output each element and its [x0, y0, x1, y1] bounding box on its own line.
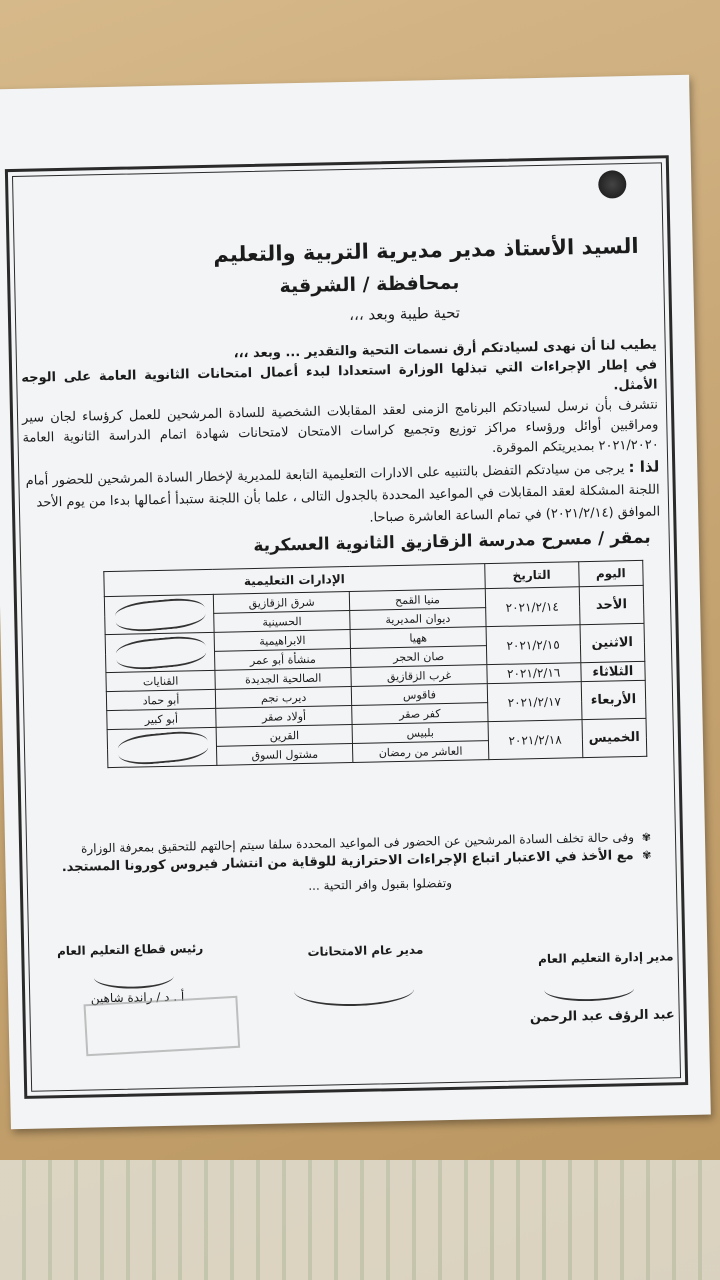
intro-paragraph: [21, 336, 659, 469]
header-day: اليوم: [578, 560, 643, 586]
header-depts: الإدارات التعليمية: [104, 564, 485, 597]
note-1-text: وفى حالة تخلف السادة المرشحين عن الحضور فى المواعيد المحددة سلفا سيتم إحالتهم للتحقيق بمعرفة الوزارة: [80, 830, 635, 856]
dept-cell: ديوان المديرية: [350, 608, 486, 630]
day-cell: الخميس: [582, 718, 647, 757]
official-stamp: [84, 996, 241, 1057]
dept-cell: فاقوس: [352, 684, 488, 706]
dept-cell: بلبيس: [352, 722, 488, 744]
day-cell: الاثنين: [580, 623, 645, 662]
dept-cell: أولاد صقر: [216, 705, 353, 727]
dept-cell: القنايات: [106, 670, 215, 691]
dept-cell: الحسينية: [214, 611, 351, 633]
intro-line2: في إطار الإجراءات التي تبذلها الوزارة استعدادا لبدء أعمال امتحانات الثانوية العامة على الوجه الأمثل.: [21, 357, 658, 394]
request-text: يرجى من سيادتكم التفضل بالتنبيه على الادارات التعليمية التابعة للمديرية لإخطار السادة المرشحين للحضور أمام اللجنة المشكلة لعقد المقابلات في المواعيد المحددة بالجدول التالى ، علما بأن اللجنة ستبدأ أعمالها بدءا من يوم الأحد الموافق (٢٠٢١/٢/١٤) في تمام الساعة العاشرة صباحا.: [25, 461, 661, 526]
scribble-mark: [115, 634, 207, 672]
crossed-out-cell: [107, 727, 217, 767]
closing-line: وتفضلوا بقبول وافر التحية ...: [308, 875, 453, 893]
document-page: [0, 75, 711, 1129]
date-cell: ٢٠٢١/٢/١٦: [486, 663, 580, 684]
dept-cell: الصالحية الجديدة: [215, 667, 352, 689]
dept-cell: غرب الزقازيق: [351, 665, 487, 687]
dept-cell: مشتول السوق: [216, 743, 353, 765]
signature-name-1: عبد الرؤف عبد الرحمن: [529, 1007, 675, 1026]
date-cell: ٢٠٢١/٢/١٤: [485, 587, 580, 627]
date-cell: ٢٠٢١/٢/١٨: [488, 720, 583, 760]
note-2-text: مع الأخذ في الاعتبار اتباع الإجراءات الاحترازية للوقاية من انتشار فيروس كورونا المستجد.: [61, 848, 634, 876]
dept-cell: العاشر من رمضان: [353, 741, 489, 763]
signature-title-3: رئيس قطاع التعليم العام: [56, 941, 204, 959]
dept-cell: ديرب نجم: [215, 686, 352, 708]
handwritten-signature-2: [294, 973, 415, 1008]
handwritten-signature-3: [94, 964, 174, 990]
greeting: تحية طيبة وبعد ،،،: [348, 303, 461, 324]
dept-cell: أبو كبير: [107, 708, 216, 729]
dept-cell: منيا القمح: [350, 589, 486, 611]
header-date: التاريخ: [484, 562, 579, 589]
day-cell: الأحد: [579, 585, 644, 624]
addressee-line2: بمحافظة / الشرقية: [279, 271, 460, 298]
dept-cell: كفر صقر: [352, 703, 488, 725]
dept-cell: القرين: [216, 724, 353, 746]
intro-line1: يطيب لنا أن نهدى لسيادتكم أرق نسمات التحية والتقدير ... وبعد ،،،: [233, 337, 657, 362]
intro-line3: نتشرف بأن نرسل لسيادتكم البرنامج الزمنى لعقد المقابلات الشخصية للسادة المرشحين للعمل كرؤساء لجان سير ومراقبين أوائل ورؤساء مراكز توزيع وتجميع كراسات الامتحان لامتحانات شهادة اتمام الدراسة الثانوية العامة ٢٠٢١/٢٠٢٠ بمديريتكم الموقرة.: [21, 397, 659, 456]
dept-cell: الابراهيمية: [214, 629, 351, 651]
handwritten-signature-1: [544, 976, 634, 1002]
day-cell: الأربعاء: [581, 680, 646, 719]
request-paragraph: [23, 455, 660, 536]
eagle-emblem-icon: [598, 170, 627, 199]
crossed-out-cell: [105, 632, 215, 672]
signature-title-1: مدير إدارة التعليم العام: [537, 949, 674, 967]
flower-bullet-icon: ✾: [642, 848, 652, 862]
notes-block: [31, 828, 652, 878]
venue-line: بمقر / مسرح مدرسة الزقازيق الثانوية العسكرية: [253, 527, 651, 557]
schedule-table: [103, 560, 647, 768]
background-fabric: [0, 1160, 720, 1280]
signature-title-2: مدير عام الامتحانات: [307, 942, 424, 959]
date-cell: ٢٠٢١/٢/١٥: [486, 625, 581, 665]
lead-word: لذا :: [628, 457, 660, 477]
dept-cell: أبو حماد: [106, 689, 215, 710]
signature-name-3: أ . د / راندة شاهين: [90, 989, 185, 1006]
ministry-logo: [577, 170, 648, 233]
dept-cell: شرق الزقازيق: [213, 592, 350, 614]
crossed-out-cell: [104, 594, 214, 634]
day-cell: الثلاثاء: [580, 661, 645, 681]
scribble-mark: [114, 596, 206, 634]
dept-cell: صان الحجر: [351, 646, 487, 668]
addressee-line1: السيد الأستاذ مدير مديرية التربية والتعليم: [213, 233, 639, 267]
date-cell: ٢٠٢١/٢/١٧: [487, 682, 582, 722]
dept-cell: منشأة أبو عمر: [214, 648, 351, 670]
flower-bullet-icon: ✾: [641, 830, 652, 844]
letter-content: [17, 167, 676, 1090]
dept-cell: ههيا: [350, 627, 486, 649]
scribble-mark: [117, 729, 209, 767]
